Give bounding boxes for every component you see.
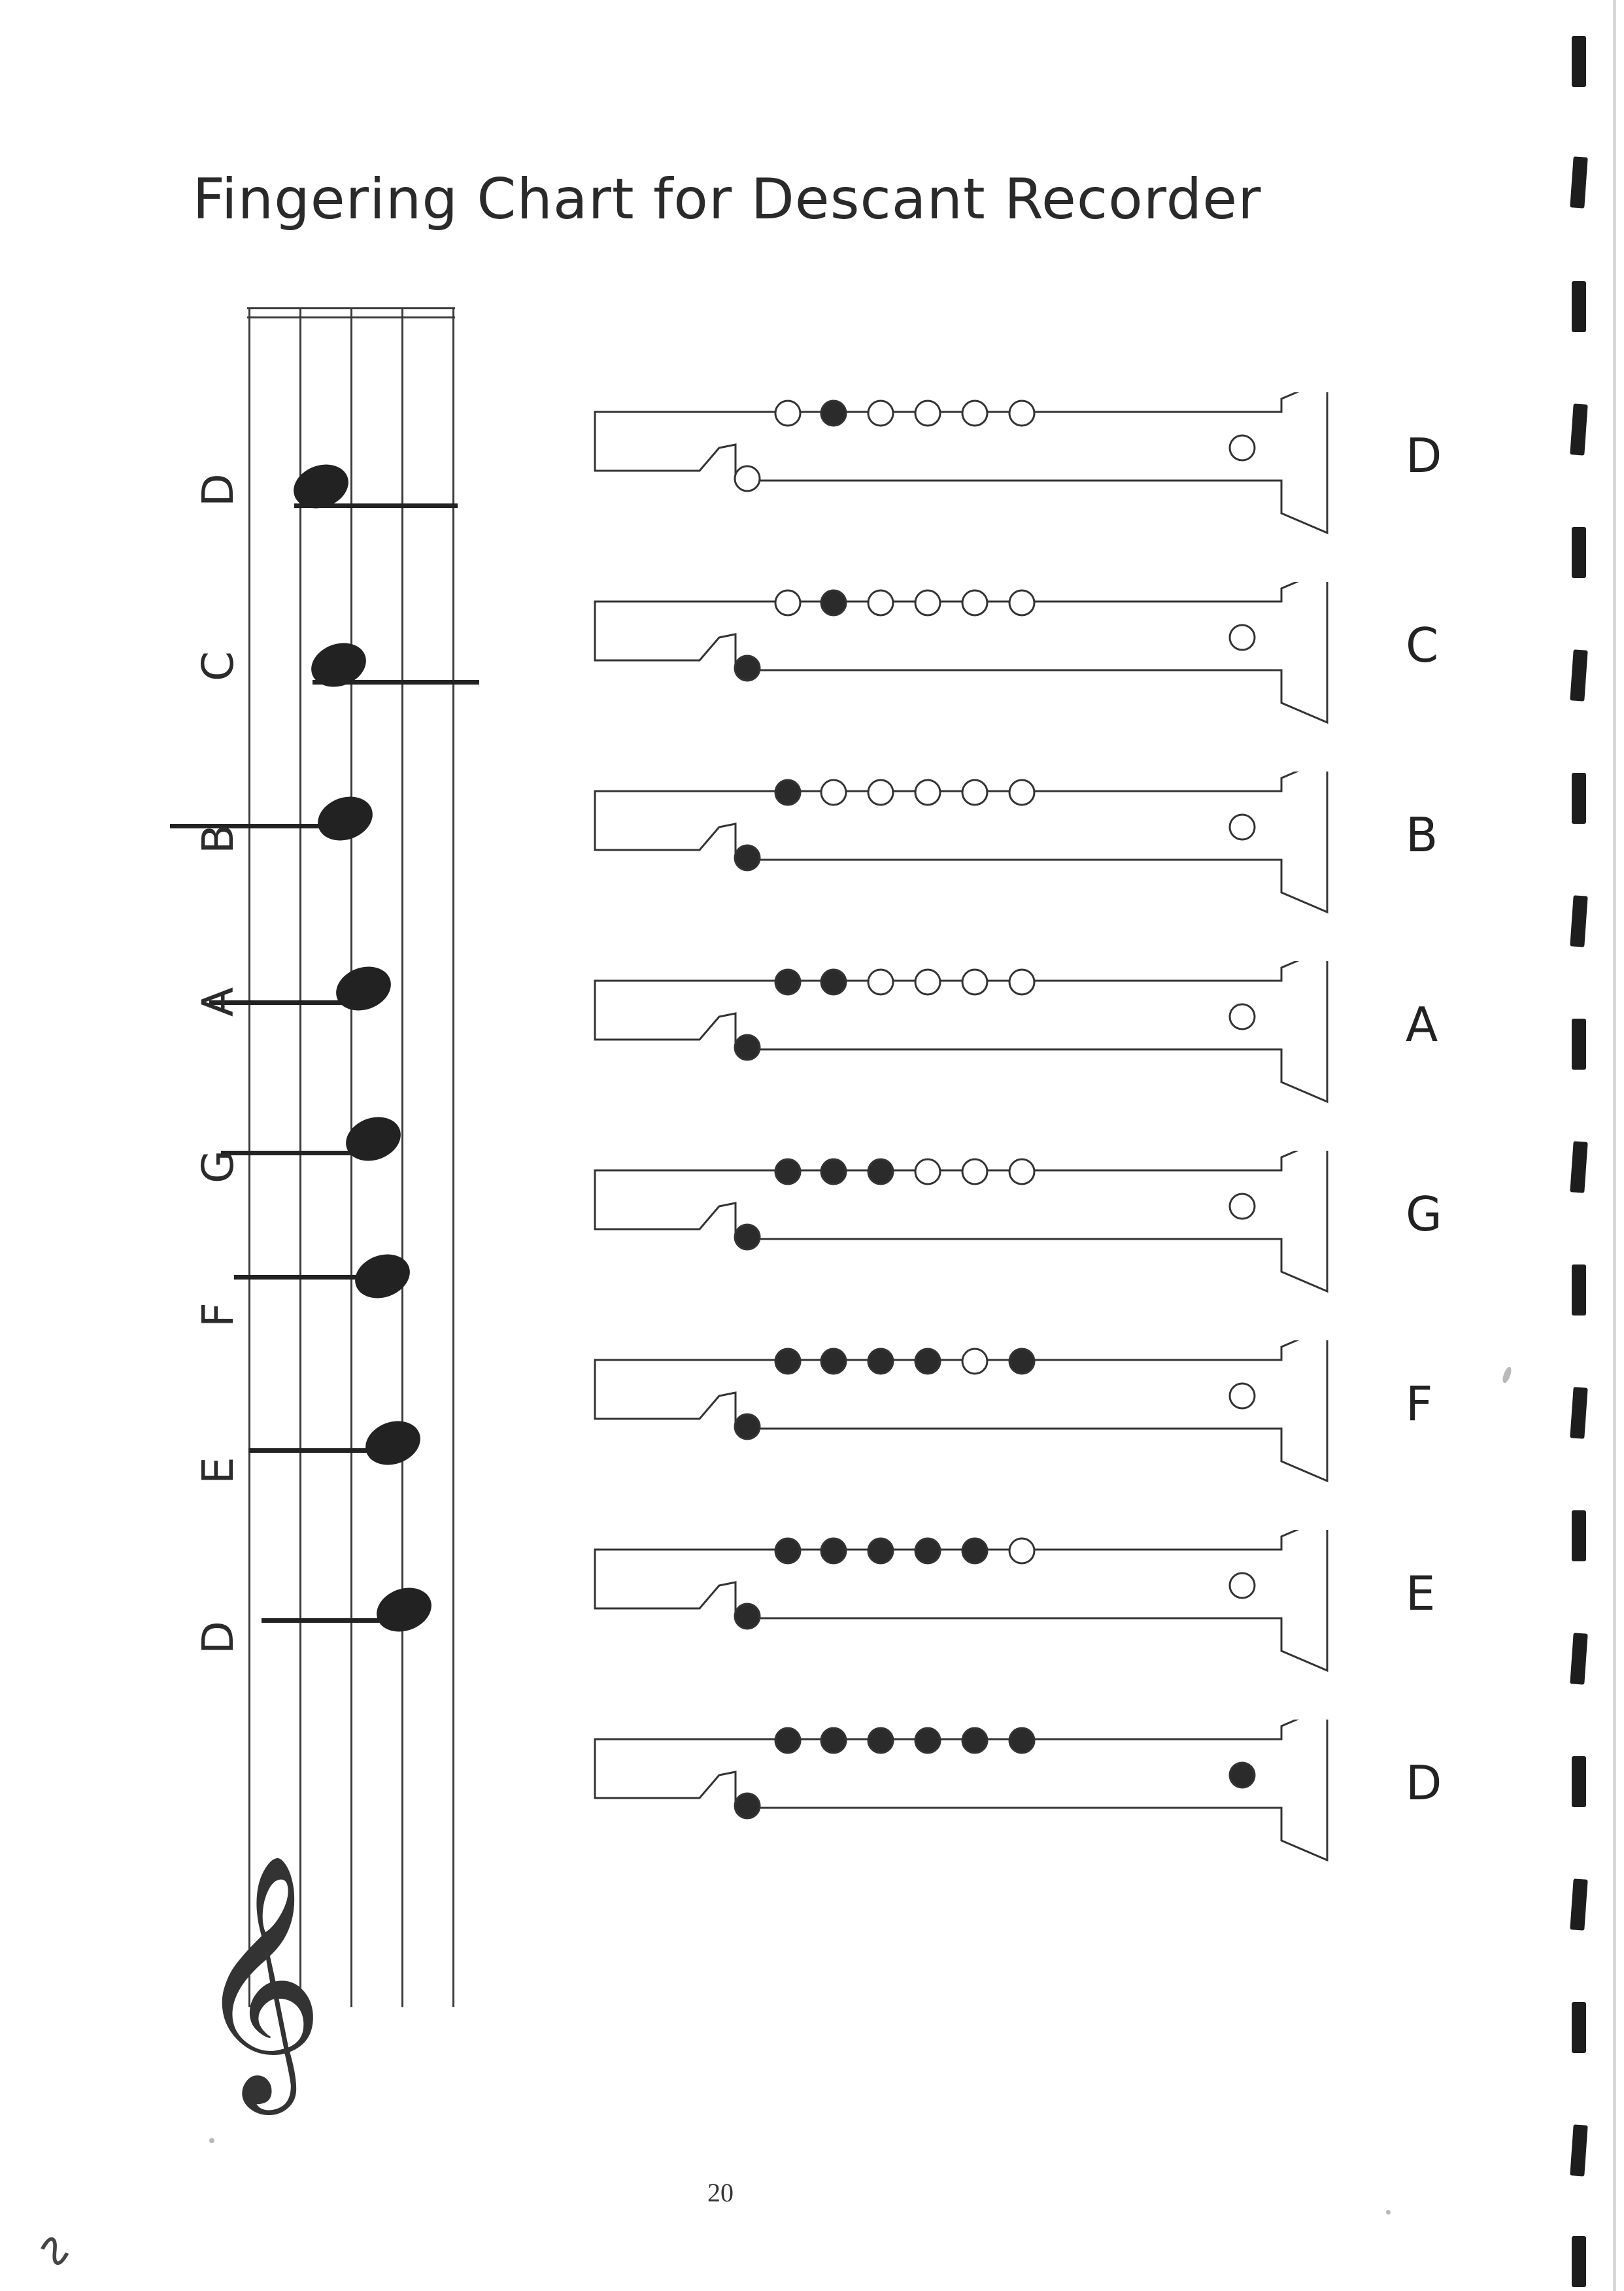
bell-hole [1230,1383,1255,1408]
row-note-label: F [1406,1376,1433,1431]
fingering-diagram-list [588,392,1504,1909]
note-head [371,1580,438,1639]
binding-hole-mark [1570,1387,1587,1438]
thumb-hole [735,1225,760,1249]
binding-hole-mark [1572,281,1586,332]
note-stem [262,1618,396,1623]
thumb-hole [735,1035,760,1060]
thumb-hole [735,466,760,491]
binding-hole-mark [1570,895,1587,947]
binding-hole-mark [1570,1633,1587,1684]
binding-hole-mark [1570,403,1587,455]
binding-hole-mark [1570,156,1587,208]
row-note-label: D [1406,1756,1442,1810]
binding-hole-mark [1572,2236,1586,2287]
fingering-row [588,1530,1504,1720]
finger-holes [775,401,1034,426]
staff-vertical-line [299,307,301,2007]
finger-holes [775,1159,1034,1184]
note-head [330,959,398,1018]
thumb-hole [735,1793,760,1818]
staff-top-line [247,316,455,318]
recorder-body [588,1720,1386,1896]
note-head [305,636,373,694]
note-head [312,789,379,848]
binding-hole-mark [1572,1510,1586,1561]
staff-vertical-line [452,307,454,2007]
row-note-label: B [1406,807,1438,862]
bell-hole [1230,1763,1255,1788]
scan-squiggle: ∿ [28,2218,82,2282]
binding-hole-mark [1570,1141,1587,1193]
finger-holes [775,1349,1034,1374]
recorder-body [588,392,1386,569]
finger-holes [775,780,1034,805]
staff-vertical-line [248,307,250,2007]
binding-hole-mark [1570,1878,1587,1930]
finger-holes [775,1538,1034,1563]
staff-note-label: B [193,824,243,854]
bell-hole [1230,1004,1255,1029]
bell-hole [1230,625,1255,650]
binding-hole-mark [1570,649,1587,701]
staff-note-label: E [193,1457,243,1484]
binding-hole-mark [1570,2124,1587,2176]
fingering-row [588,1720,1504,1909]
staff-note-label: F [193,1302,243,1327]
recorder-body [588,1151,1386,1327]
recorder-body [588,582,1386,758]
fingering-row [588,582,1504,772]
staff-note-label: D [193,1621,243,1654]
thumb-hole [735,845,760,870]
scan-speck [1386,2210,1391,2215]
treble-clef-icon: 𝄞 [196,1852,324,2103]
finger-holes [775,1728,1034,1753]
thumb-hole [735,1414,760,1439]
bell-hole [1230,1194,1255,1219]
spiral-binding [1526,0,1624,2291]
page-number: 20 [707,2178,734,2207]
staff-top-line [247,307,455,309]
staff-vertical-line [401,307,403,2007]
row-note-label: E [1406,1566,1436,1621]
staff-note-label: A [193,987,243,1017]
bell-hole [1230,815,1255,840]
staff-note-label: D [193,473,243,507]
note-head [349,1247,416,1306]
binding-hole-mark [1572,527,1586,578]
binding-hole-mark [1572,1019,1586,1070]
fingering-row [588,772,1504,961]
fingering-row [588,392,1504,582]
row-note-label: C [1406,618,1439,673]
page-title: Fingering Chart for Descant Recorder [192,167,1262,232]
recorder-body [588,1530,1386,1706]
thumb-hole [735,1604,760,1629]
row-note-label: G [1406,1187,1442,1242]
fingering-row [588,1151,1504,1340]
page-edge [1613,0,1616,2291]
note-head [360,1414,427,1472]
thumb-hole [735,656,760,681]
bell-hole [1230,435,1255,460]
binding-hole-mark [1572,1756,1586,1807]
staff-vertical-line [350,307,352,2007]
staff-note-label: G [193,1149,243,1183]
row-note-label: A [1406,997,1438,1052]
finger-holes [775,590,1034,615]
binding-hole-mark [1572,2002,1586,2053]
binding-hole-mark [1572,1264,1586,1315]
binding-hole-mark [1572,36,1586,87]
scan-speck [209,2138,214,2143]
bell-hole [1230,1573,1255,1598]
fingering-row [588,1340,1504,1530]
staff-note-label: C [193,651,243,681]
recorder-body [588,1340,1386,1517]
note-stem [234,1275,375,1280]
finger-holes [775,970,1034,994]
fingering-row [588,961,1504,1151]
binding-hole-mark [1572,773,1586,824]
recorder-body [588,772,1386,948]
recorder-body [588,961,1386,1138]
row-note-label: D [1406,428,1442,483]
